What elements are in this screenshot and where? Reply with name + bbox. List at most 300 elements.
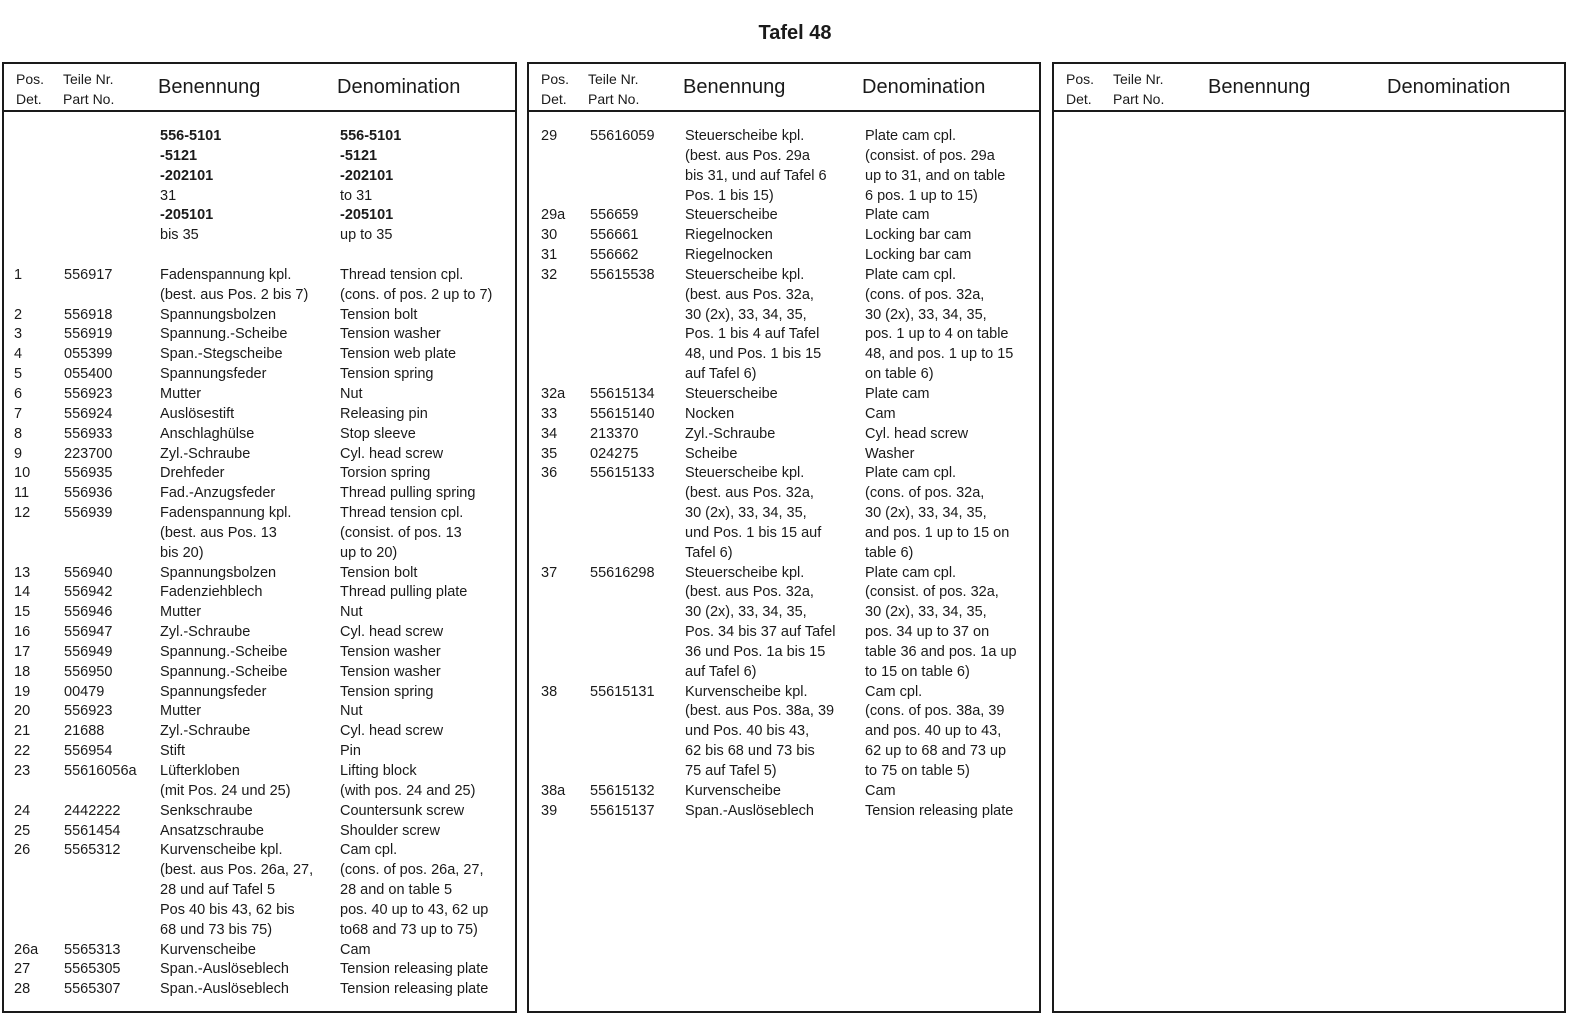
cell-part-no: 556918	[64, 306, 113, 323]
cell-benennung: Zyl.-Schraube	[160, 723, 251, 740]
cell-part-no: 556942	[64, 584, 113, 601]
cell-benennung: bis 31, und auf Tafel 6	[685, 167, 827, 184]
cell-part-no: 5565312	[64, 842, 121, 859]
cell-denomination: -202101	[340, 167, 394, 184]
cell-benennung: 556-5101	[160, 128, 222, 144]
header-denomination: Denomination	[337, 76, 461, 98]
cell-denomination: Thread pulling plate	[340, 584, 468, 601]
table-row	[4, 941, 515, 961]
cell-benennung: -205101	[160, 207, 214, 224]
cell-pos: 9	[14, 445, 23, 462]
cell-part-no: 556940	[64, 564, 113, 581]
table-row	[529, 484, 1039, 504]
cell-denomination: (cons. of pos. 38a, 39	[865, 703, 1005, 720]
table-row	[4, 603, 515, 623]
table-body	[529, 127, 1039, 822]
cell-denomination: to 15 on table 6)	[865, 663, 970, 680]
cell-denomination: Cam	[865, 782, 896, 799]
cell-benennung: Pos. 34 bis 37 auf Tafel	[685, 624, 836, 641]
cell-part-no: 5565307	[64, 981, 121, 998]
cell-part-no: 556661	[590, 227, 639, 244]
cell-denomination: Tension washer	[340, 663, 441, 680]
cell-part-no: 223700	[64, 445, 113, 462]
cell-denomination: Pin	[340, 743, 361, 760]
cell-benennung: (best. aus Pos. 13	[160, 524, 277, 541]
cell-benennung: 28 und auf Tafel 5	[160, 882, 276, 899]
cell-benennung: bis 35	[160, 227, 199, 244]
cell-part-no: 556919	[64, 326, 113, 343]
cell-pos: 34	[541, 425, 558, 442]
table-row	[4, 643, 515, 663]
cell-benennung: Fadenspannung kpl.	[160, 266, 292, 283]
cell-benennung: Scheibe	[685, 445, 738, 462]
table-row	[4, 960, 515, 980]
cell-part-no: 556924	[64, 405, 113, 422]
cell-benennung: Ansatzschraube	[160, 822, 264, 839]
cell-benennung: Spannungsbolzen	[160, 306, 277, 323]
cell-pos: 13	[14, 564, 31, 581]
cell-pos: 36	[541, 465, 558, 482]
table-row	[529, 464, 1039, 484]
table-row	[4, 345, 515, 365]
cell-pos: 26	[14, 842, 31, 859]
cell-benennung: Spannungsfeder	[160, 366, 267, 383]
cell-benennung: (best. aus Pos. 2 bis 7)	[160, 286, 309, 303]
cell-denomination: (cons. of pos. 32a,	[865, 485, 985, 502]
cell-benennung: Steuerscheibe kpl.	[685, 128, 805, 144]
cell-benennung: Fadenspannung kpl.	[160, 505, 292, 522]
table-row	[529, 167, 1039, 187]
table-row	[529, 147, 1039, 167]
cell-denomination: Plate cam cpl.	[865, 465, 957, 482]
cell-pos: 18	[14, 663, 31, 680]
cell-denomination: Tension spring	[340, 366, 434, 383]
table-row	[4, 881, 515, 901]
cell-part-no: 556923	[64, 385, 113, 402]
cell-benennung: (best. aus Pos. 29a	[685, 147, 810, 164]
cell-benennung: 30 (2x), 33, 34, 35,	[685, 306, 807, 323]
cell-denomination: Cyl. head screw	[340, 624, 444, 641]
cell-denomination: Thread pulling spring	[340, 485, 476, 502]
table-row	[529, 524, 1039, 544]
table-row	[4, 623, 515, 643]
table-row	[529, 663, 1039, 683]
cell-benennung: -5121	[160, 147, 198, 164]
cell-benennung: Span.-Auslöseblech	[160, 981, 289, 998]
cell-pos: 33	[541, 405, 558, 422]
cell-pos: 22	[14, 743, 31, 760]
cell-denomination: Thread tension cpl.	[340, 266, 464, 283]
cell-part-no: 55615131	[590, 683, 655, 700]
cell-denomination: Tension releasing plate	[340, 981, 489, 998]
cell-benennung: und Pos. 40 bis 43,	[685, 723, 810, 740]
cell-denomination: Cyl. head screw	[340, 445, 444, 462]
table-row	[529, 385, 1039, 405]
table-row	[4, 802, 515, 822]
cell-denomination: up to 20)	[340, 544, 398, 561]
cell-benennung: 62 bis 68 und 73 bis	[685, 743, 815, 760]
cell-benennung: Pos 40 bis 43, 62 bis	[160, 901, 295, 918]
table-row	[529, 762, 1039, 782]
cell-part-no: 55615133	[590, 465, 655, 482]
cell-denomination: Cyl. head screw	[865, 425, 969, 442]
table-row	[529, 425, 1039, 445]
cell-part-no: 055399	[64, 346, 113, 363]
cell-benennung: auf Tafel 6)	[685, 366, 757, 383]
cell-benennung: Span.-Auslöseblech	[685, 802, 814, 819]
table-row	[529, 504, 1039, 524]
table-row	[4, 266, 515, 286]
table-header	[4, 64, 515, 112]
table-row	[529, 742, 1039, 762]
cell-part-no: 00479	[64, 683, 105, 700]
cell-denomination: Releasing pin	[340, 405, 428, 422]
cell-benennung: auf Tafel 6)	[685, 663, 757, 680]
table-row	[529, 782, 1039, 802]
cell-part-no: 556947	[64, 624, 113, 641]
table-row	[4, 147, 515, 167]
cell-pos: 5	[14, 366, 23, 383]
cell-part-no: 024275	[590, 445, 639, 462]
table-row	[4, 722, 515, 742]
cell-part-no: 213370	[590, 425, 639, 442]
cell-pos: 27	[14, 961, 31, 978]
cell-benennung: Steuerscheibe kpl.	[685, 564, 805, 581]
cell-benennung: Senkschraube	[160, 802, 253, 819]
cell-benennung: 48, und Pos. 1 bis 15	[685, 346, 822, 363]
cell-denomination: and pos. 40 up to 43,	[865, 723, 1002, 740]
cell-pos: 14	[14, 584, 31, 601]
cell-pos: 2	[14, 306, 23, 323]
cell-denomination: to 75 on table 5)	[865, 763, 970, 779]
cell-benennung: Stift	[160, 743, 185, 760]
table-row	[4, 702, 515, 722]
table-row	[4, 167, 515, 187]
cell-benennung: Kurvenscheibe	[160, 941, 256, 958]
table-header	[1054, 64, 1564, 112]
cell-pos: 32a	[541, 385, 566, 402]
cell-denomination: Plate cam cpl.	[865, 128, 957, 144]
table-row	[4, 286, 515, 306]
cell-pos: 29a	[541, 207, 566, 224]
table-row	[4, 226, 515, 246]
cell-benennung: Pos. 1 bis 15)	[685, 187, 774, 204]
cell-denomination: Cam cpl.	[340, 842, 398, 859]
table-row	[529, 405, 1039, 425]
cell-benennung: und Pos. 1 bis 15 auf	[685, 524, 822, 541]
cell-benennung: Riegelnocken	[685, 247, 773, 264]
table-row	[4, 742, 515, 762]
table-row	[4, 504, 515, 524]
table-row	[529, 306, 1039, 326]
cell-denomination: (consist. of pos. 29a	[865, 147, 995, 164]
table-row	[529, 702, 1039, 722]
table-row	[4, 663, 515, 683]
table-row	[4, 683, 515, 703]
cell-benennung: Pos. 1 bis 4 auf Tafel	[685, 326, 820, 343]
table-row	[4, 841, 515, 861]
header-denomination: Denomination	[1387, 76, 1511, 98]
cell-denomination: Cam cpl.	[865, 683, 923, 700]
cell-denomination: Locking bar cam	[865, 247, 972, 264]
cell-pos: 17	[14, 643, 31, 660]
cell-denomination: 30 (2x), 33, 34, 35,	[865, 604, 987, 621]
cell-benennung: Spannung.-Scheibe	[160, 326, 288, 343]
cell-part-no: 21688	[64, 723, 105, 740]
table-row	[4, 564, 515, 584]
header-benennung: Benennung	[158, 76, 261, 98]
cell-denomination: Cam	[340, 941, 371, 958]
table-row	[529, 246, 1039, 266]
cell-part-no: 556659	[590, 207, 639, 224]
cell-benennung: Steuerscheibe kpl.	[685, 465, 805, 482]
table-row	[529, 583, 1039, 603]
cell-denomination: Tension washer	[340, 643, 441, 660]
cell-pos: 20	[14, 703, 31, 720]
cell-benennung: Tafel 6)	[685, 544, 733, 561]
parts-table-2	[527, 62, 1041, 1013]
cell-denomination: Tension releasing plate	[340, 961, 489, 978]
table-row	[4, 921, 515, 941]
page-title: Tafel 48	[758, 22, 832, 44]
cell-benennung: bis 20)	[160, 544, 204, 561]
table-row	[4, 782, 515, 802]
cell-part-no: 556946	[64, 604, 113, 621]
cell-pos: 25	[14, 822, 31, 839]
cell-benennung: Span.-Stegscheibe	[160, 346, 283, 363]
table-row	[4, 901, 515, 921]
cell-benennung: Kurvenscheibe	[685, 782, 781, 799]
cell-denomination: pos. 40 up to 43, 62 up	[340, 901, 489, 918]
table-row	[4, 544, 515, 564]
table-row	[529, 802, 1039, 822]
cell-benennung: Fadenziehblech	[160, 584, 263, 601]
cell-part-no: 55616056a	[64, 763, 137, 779]
cell-denomination: Cyl. head screw	[340, 723, 444, 740]
cell-benennung: 68 und 73 bis 75)	[160, 921, 273, 938]
table-row	[4, 445, 515, 465]
cell-benennung: Spannung.-Scheibe	[160, 663, 288, 680]
cell-benennung: 30 (2x), 33, 34, 35,	[685, 505, 807, 522]
cell-benennung: Kurvenscheibe kpl.	[160, 842, 283, 859]
cell-denomination: (cons. of pos. 26a, 27,	[340, 862, 484, 879]
cell-denomination: 62 up to 68 and 73 up	[865, 743, 1007, 760]
cell-part-no: 55615132	[590, 782, 655, 799]
cell-denomination: Nut	[340, 385, 363, 402]
cell-benennung: 36 und Pos. 1a bis 15	[685, 643, 826, 660]
cell-part-no: 556933	[64, 425, 113, 442]
cell-benennung: 75 auf Tafel 5)	[685, 763, 777, 779]
parts-table-1	[2, 62, 517, 1013]
cell-pos: 19	[14, 683, 31, 700]
table-row	[4, 822, 515, 842]
cell-denomination: Plate cam cpl.	[865, 564, 957, 581]
cell-denomination: 30 (2x), 33, 34, 35,	[865, 306, 987, 323]
cell-benennung: Zyl.-Schraube	[160, 624, 251, 641]
table-row	[4, 365, 515, 385]
cell-denomination: 6 pos. 1 up to 15)	[865, 187, 978, 204]
cell-benennung: Kurvenscheibe kpl.	[685, 683, 808, 700]
table-row	[4, 762, 515, 782]
cell-benennung: Mutter	[160, 385, 202, 402]
cell-denomination: Tension web plate	[340, 346, 457, 363]
header-benennung: Benennung	[1208, 76, 1311, 98]
cell-benennung: Drehfeder	[160, 465, 225, 482]
header-pos: Pos. Det.	[1066, 71, 1095, 107]
table-row	[529, 603, 1039, 623]
cell-pos: 7	[14, 405, 23, 422]
cell-pos: 1	[14, 266, 23, 283]
cell-pos: 12	[14, 505, 31, 522]
cell-pos: 30	[541, 227, 558, 244]
table-row	[4, 325, 515, 345]
cell-benennung: Steuerscheibe kpl.	[685, 266, 805, 283]
cell-denomination: Nut	[340, 604, 363, 621]
cell-benennung: (best. aus Pos. 32a,	[685, 286, 814, 303]
cell-part-no: 5561454	[64, 822, 121, 839]
cell-denomination: up to 35	[340, 227, 393, 244]
cell-denomination: -205101	[340, 207, 394, 224]
cell-denomination: up to 31, and on table	[865, 167, 1006, 184]
cell-denomination: Tension bolt	[340, 564, 418, 581]
table-row	[4, 464, 515, 484]
table-row	[4, 306, 515, 326]
cell-pos: 35	[541, 445, 558, 462]
table-header	[529, 64, 1039, 112]
cell-benennung: Mutter	[160, 703, 202, 720]
cell-pos: 15	[14, 604, 31, 621]
cell-part-no: 556662	[590, 247, 639, 264]
cell-pos: 6	[14, 385, 23, 402]
table-row	[529, 325, 1039, 345]
table-row	[529, 206, 1039, 226]
cell-pos: 21	[14, 723, 31, 740]
cell-part-no: 556939	[64, 505, 113, 522]
cell-denomination: on table 6)	[865, 366, 934, 383]
cell-denomination: Shoulder screw	[340, 822, 440, 839]
table-row	[529, 722, 1039, 742]
cell-denomination: Countersunk screw	[340, 802, 465, 819]
cell-benennung: Fad.-Anzugsfeder	[160, 485, 276, 502]
cell-pos: 10	[14, 465, 31, 482]
cell-denomination: Plate cam cpl.	[865, 266, 957, 283]
cell-part-no: 556935	[64, 465, 113, 482]
cell-benennung: (best. aus Pos. 32a,	[685, 584, 814, 601]
cell-benennung: Spannungsbolzen	[160, 564, 277, 581]
cell-benennung: Span.-Auslöseblech	[160, 961, 289, 978]
cell-pos: 38	[541, 683, 558, 700]
table-row	[4, 861, 515, 881]
cell-part-no: 5565313	[64, 941, 121, 958]
cell-benennung: 31	[160, 187, 177, 204]
table-row	[4, 405, 515, 425]
table-row	[4, 127, 515, 147]
cell-denomination: Torsion spring	[340, 465, 431, 482]
header-part-no: Teile Nr. Part No.	[63, 71, 115, 107]
cell-part-no: 055400	[64, 366, 113, 383]
cell-benennung: Zyl.-Schraube	[160, 445, 251, 462]
cell-denomination: (with pos. 24 and 25)	[340, 782, 476, 799]
table-row	[529, 286, 1039, 306]
cell-benennung: (best. aus Pos. 38a, 39	[685, 703, 835, 720]
header-part-no: Teile Nr. Part No.	[1113, 71, 1165, 107]
cell-denomination: Thread tension cpl.	[340, 505, 464, 522]
cell-denomination: Tension releasing plate	[865, 802, 1014, 819]
header-pos: Pos. Det.	[16, 71, 45, 107]
cell-benennung: (best. aus Pos. 32a,	[685, 485, 814, 502]
table-row	[529, 345, 1039, 365]
cell-part-no: 556936	[64, 485, 113, 502]
cell-denomination: table 36 and pos. 1a up	[865, 643, 1017, 660]
table-row	[529, 187, 1039, 207]
header-denomination: Denomination	[862, 76, 986, 98]
cell-denomination: Cam	[865, 405, 896, 422]
cell-denomination: table 6)	[865, 544, 914, 561]
cell-benennung: (mit Pos. 24 und 25)	[160, 782, 291, 799]
table-row	[4, 385, 515, 405]
table-row	[4, 524, 515, 544]
cell-denomination: (consist. of pos. 32a,	[865, 584, 999, 601]
cell-denomination: (cons. of pos. 2 up to 7)	[340, 286, 493, 303]
cell-pos: 24	[14, 802, 31, 819]
header-pos: Pos. Det.	[541, 71, 570, 107]
cell-part-no: 55616059	[590, 128, 655, 144]
table-body	[4, 127, 515, 1000]
table-row	[4, 425, 515, 445]
cell-denomination: Tension washer	[340, 326, 441, 343]
parts-table-3	[1052, 62, 1566, 1013]
cell-part-no: 556954	[64, 743, 113, 760]
cell-benennung: Steuerscheibe	[685, 207, 778, 224]
cell-benennung: Lüfterkloben	[160, 763, 240, 779]
cell-denomination: Locking bar cam	[865, 227, 972, 244]
table-row	[529, 445, 1039, 465]
cell-benennung: Mutter	[160, 604, 202, 621]
table-row	[4, 980, 515, 1000]
cell-denomination: -5121	[340, 147, 378, 164]
cell-denomination: 28 and on table 5	[340, 882, 453, 899]
cell-benennung: Riegelnocken	[685, 227, 773, 244]
cell-pos: 38a	[541, 782, 566, 799]
cell-pos: 26a	[14, 941, 39, 958]
cell-denomination: pos. 1 up to 4 on table	[865, 326, 1009, 343]
cell-denomination: 556-5101	[340, 128, 402, 144]
cell-denomination: Nut	[340, 703, 363, 720]
cell-denomination: Stop sleeve	[340, 425, 416, 442]
cell-pos: 39	[541, 802, 558, 819]
table-row	[529, 544, 1039, 564]
cell-benennung: Spannung.-Scheibe	[160, 643, 288, 660]
cell-part-no: 556917	[64, 266, 113, 283]
table-row	[4, 206, 515, 226]
table-row	[529, 127, 1039, 147]
table-row	[529, 623, 1039, 643]
cell-denomination: Washer	[865, 445, 915, 462]
cell-part-no: 55615134	[590, 385, 655, 402]
cell-benennung: (best. aus Pos. 26a, 27,	[160, 862, 314, 879]
cell-pos: 32	[541, 266, 558, 283]
cell-benennung: Spannungsfeder	[160, 683, 267, 700]
table-row	[4, 583, 515, 603]
table-row	[529, 643, 1039, 663]
table-row	[529, 266, 1039, 286]
cell-denomination: (consist. of pos. 13	[340, 524, 462, 541]
cell-part-no: 556923	[64, 703, 113, 720]
cell-denomination: to68 and 73 up to 75)	[340, 921, 478, 938]
table-row	[4, 187, 515, 207]
cell-part-no: 55616298	[590, 564, 655, 581]
cell-part-no: 2442222	[64, 802, 121, 819]
